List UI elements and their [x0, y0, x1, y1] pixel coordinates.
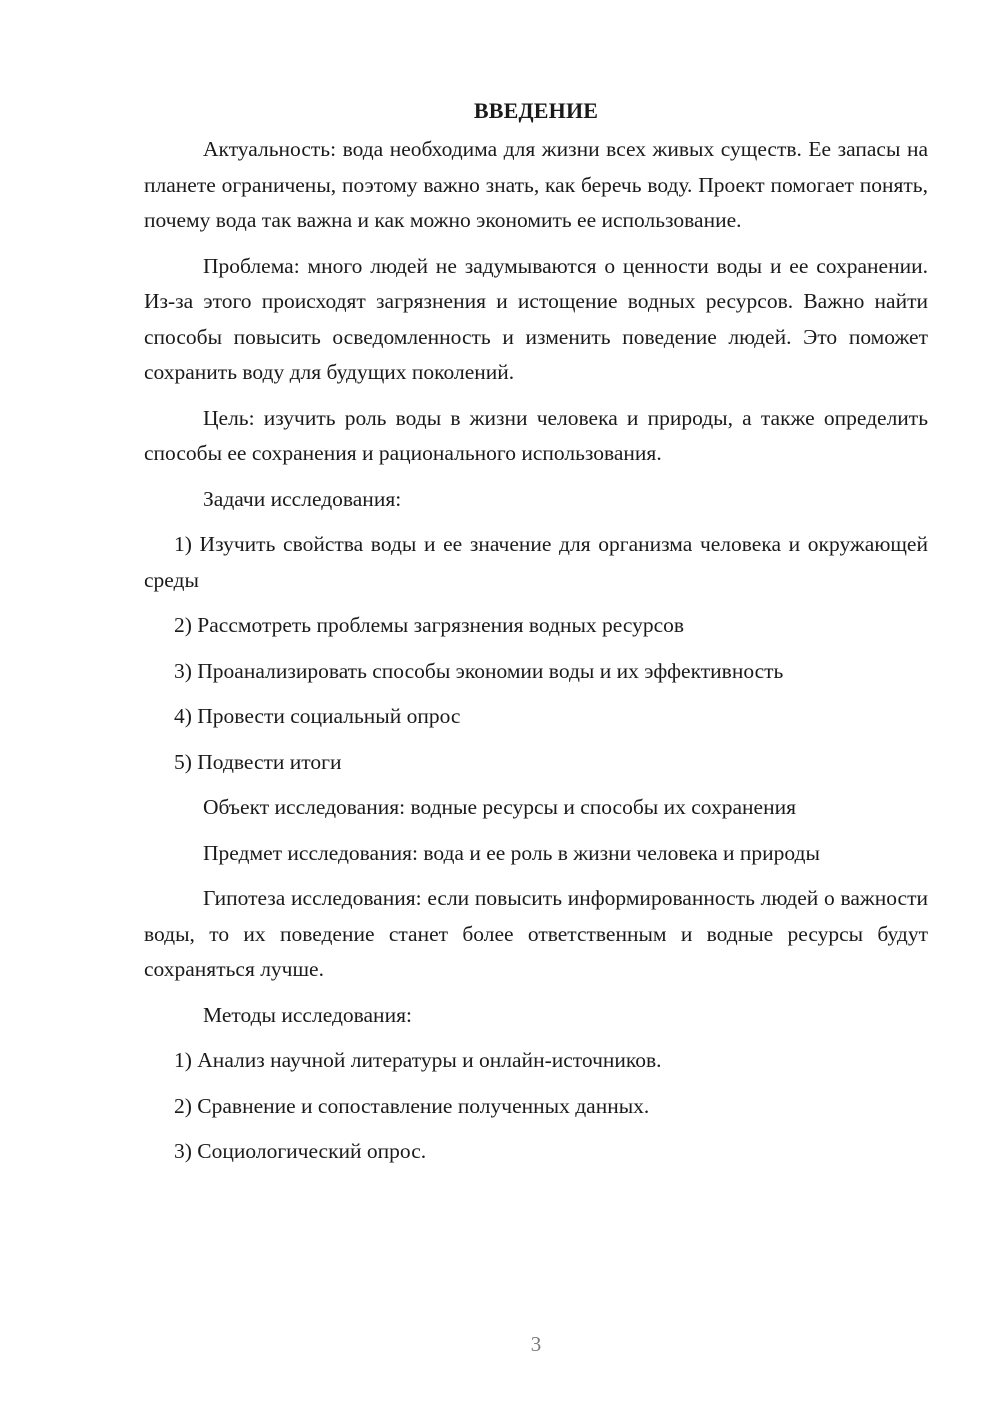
subject-paragraph: Предмет исследования: вода и ее роль в жизни человека и природы: [203, 840, 820, 865]
task-item: 2) Рассмотреть проблемы загрязнения водных ресурсов: [174, 613, 685, 637]
method-item: 1) Анализ научной литературы и онлайн-источников.: [174, 1048, 662, 1072]
object-paragraph: Объект исследования: водные ресурсы и способы их сохранения: [203, 795, 796, 819]
methods-list: [144, 1043, 928, 1170]
tasks-list: [144, 527, 928, 780]
hypothesis-paragraph: Гипотеза исследования: если повысить информированность людей о важности воды, то их поведение станет более ответственным и водные ресурсы будут сохраняться лучше.: [144, 886, 928, 981]
task-item: 5) Подвести итоги: [174, 749, 342, 774]
task-item: 3) Проанализировать способы экономии воды и их эффективность: [174, 658, 784, 683]
goal-paragraph: Цель: изучить роль воды в жизни человека и природы, а также определить способы ее сохранения и рационального использования.: [144, 405, 928, 465]
tasks-heading: Задачи исследования:: [203, 486, 402, 511]
task-item: 4) Провести социальный опрос: [174, 704, 461, 728]
method-item: 3) Социологический опрос.: [174, 1139, 427, 1163]
problem-paragraph: Проблема: много людей не задумываются о ценности воды и ее сохранении. Из-за этого происходят загрязнения и истощение водных ресурсов. Важно найти способы повысить осведомленность и изменить поведение людей. Это поможет сохранить воду для будущих поколений.: [144, 253, 928, 384]
document-page: [144, 90, 928, 1180]
section-title: ВВЕДЕНИЕ: [473, 98, 599, 123]
method-item: 2) Сравнение и сопоставление полученных данных.: [174, 1093, 650, 1118]
page-number: 3: [530, 1332, 542, 1356]
task-item: 1) Изучить свойства воды и ее значение для организма человека и окружающей среды: [144, 532, 928, 592]
relevance-paragraph: Актуальность: вода необходима для жизни всех живых существ. Ее запасы на планете ограничены, поэтому важно знать, как беречь воду. Проект помогает понять, почему вода так важна и как можно экономить ее использование.: [144, 137, 928, 232]
methods-heading: Методы исследования:: [203, 1002, 412, 1027]
